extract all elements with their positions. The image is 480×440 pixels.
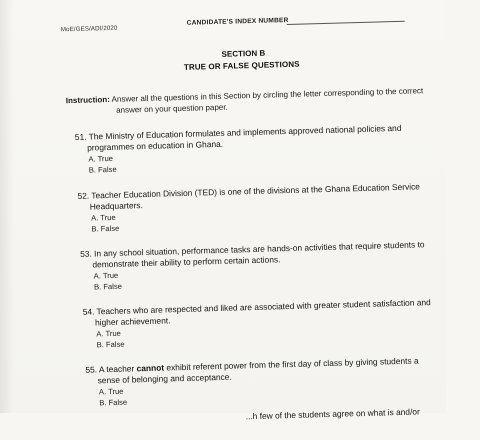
question-51 [75,123,402,142]
question-54-option-b[interactable]: B. False [96,339,125,350]
question-text: Teacher Education Division (TED) is one of the divisions at the Ghana Education Service [91,181,421,201]
question-54 [83,297,431,317]
exam-code: MoE/GES/ADI/2020 [60,24,118,34]
question-53-option-a[interactable]: A. True [93,270,119,281]
question-52 [77,181,420,201]
question-55 [85,355,418,374]
question-number: 52. [77,190,90,201]
instruction-label: Instruction: [65,94,110,106]
instruction-text: Answer all the questions in this Section by circling the letter corresponding to the correct [111,86,424,104]
section-title: SECTION B [221,48,266,59]
question-52-option-b[interactable]: B. False [91,223,120,234]
index-number-line [287,21,405,25]
index-number-label: CANDIDATE'S INDEX NUMBER [186,16,289,27]
question-number: 55. [85,364,98,375]
question-52-option-a[interactable]: A. True [90,212,116,223]
question-text-emphasis: cannot [136,362,165,374]
question-55-option-b[interactable]: B. False [99,397,128,408]
question-52-cont: Headquarters. [89,200,143,212]
question-55-option-a[interactable]: A. True [98,386,124,397]
question-number: 53. [79,248,92,259]
question-text-pre: A teacher [98,363,137,375]
question-text: Teachers who are respected and liked are associated with greater student satisfaction and [96,297,431,317]
question-51-option-a[interactable]: A. True [88,153,114,164]
instruction [66,86,424,105]
question-53-option-b[interactable]: B. False [93,281,123,292]
question-54-cont: higher achievement. [94,315,171,328]
question-text: The Ministry of Education formulates and implements approved national policies and [88,122,402,142]
question-53-cont: demonstrate their ability to perform certain actions. [92,254,281,270]
question-number: 54. [82,306,95,317]
question-56-partial: ...h few of the students agree on what is and/or [245,406,420,422]
question-number: 51. [74,131,87,142]
section-subtitle: TRUE OR FALSE QUESTIONS [183,59,300,72]
question-51-option-b[interactable]: B. False [88,164,117,175]
question-55-cont: sense of belonging and acceptance. [97,371,232,386]
question-text-post: exhibit referent power from the first day of class by giving students a [163,355,419,373]
question-51-cont: programmes on education in Ghana. [87,138,224,153]
question-text: In any school situation, performance tasks are hands-on activities that require students to [93,239,425,259]
instruction-text-2: answer on your question paper. [115,102,228,115]
question-54-option-a[interactable]: A. True [96,328,121,339]
